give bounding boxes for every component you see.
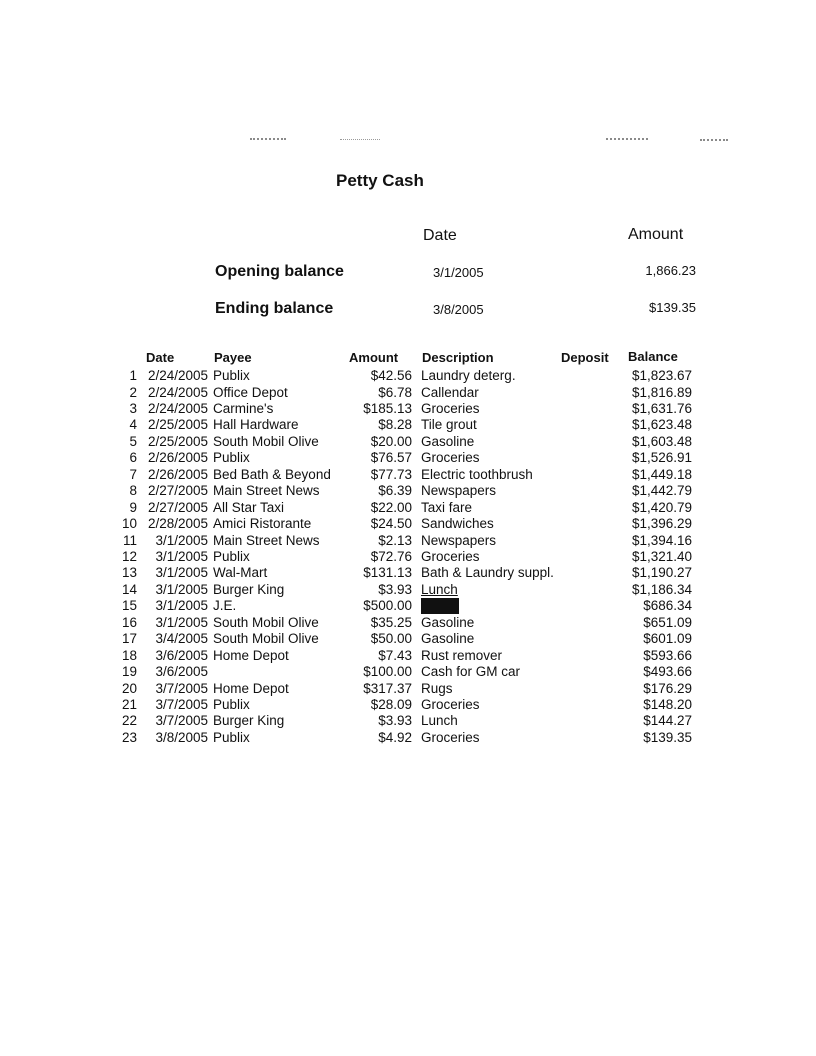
row-payee: Hall Hardware: [213, 417, 299, 433]
row-description: Newspapers: [421, 483, 497, 499]
row-description: Gasoline: [421, 631, 475, 647]
row-payee: Carmine's: [213, 400, 274, 416]
table-row: [0, 401, 816, 417]
row-payee: Publix: [213, 548, 250, 564]
row-description: Lunch: [421, 581, 458, 597]
table-row: [0, 582, 816, 598]
row-number: 3: [129, 400, 137, 416]
row-number: 22: [121, 713, 137, 729]
table-row: [0, 368, 816, 384]
row-balance: $1,526.91: [631, 450, 692, 466]
row-number: 1: [129, 368, 137, 383]
row-description: Laundry deterg.: [421, 368, 516, 383]
row-balance: $651.09: [643, 614, 692, 630]
row-payee: South Mobil Olive: [213, 614, 319, 630]
table-row: [0, 648, 816, 664]
row-description: Lunch: [421, 713, 458, 729]
row-date: 3/1/2005: [155, 565, 208, 581]
row-number: 5: [129, 433, 137, 449]
row-description: Gasoline: [421, 614, 475, 630]
row-amount: $20.00: [370, 433, 412, 449]
opening-balance-amount: 1,866.23: [645, 263, 696, 278]
page-title: Petty Cash: [336, 171, 424, 190]
scan-artifact: [700, 139, 728, 141]
header-description: Description: [422, 350, 494, 365]
row-balance: $1,420.79: [631, 499, 692, 515]
table-row: [0, 730, 816, 746]
row-date: 3/1/2005: [155, 532, 208, 548]
row-amount: $3.93: [378, 713, 412, 729]
row-amount: $100.00: [363, 664, 412, 680]
row-balance: $176.29: [643, 680, 692, 696]
row-number: 21: [121, 697, 137, 712]
row-number: 23: [121, 729, 137, 745]
row-date: 3/7/2005: [155, 713, 208, 729]
row-date: 3/6/2005: [155, 647, 208, 663]
row-amount: $6.39: [378, 483, 412, 499]
row-date: 3/6/2005: [155, 664, 208, 680]
row-number: 20: [121, 680, 137, 696]
row-description: Bath & Laundry suppl.: [421, 565, 554, 581]
row-number: 14: [121, 581, 137, 597]
row-date: 2/25/2005: [147, 433, 208, 449]
row-payee: Publix: [213, 368, 250, 383]
ending-balance-date: 3/8/2005: [433, 302, 484, 317]
row-payee: South Mobil Olive: [213, 433, 319, 449]
row-balance: $1,396.29: [631, 516, 692, 531]
row-amount: $500.00: [363, 598, 412, 614]
row-payee: South Mobil Olive: [213, 631, 319, 647]
row-number: 6: [129, 450, 137, 466]
row-amount: $185.13: [363, 400, 412, 416]
scan-artifact: [606, 138, 648, 140]
row-date: 2/26/2005: [147, 450, 208, 466]
row-description: Electric toothbrush: [421, 466, 533, 482]
table-row: [0, 467, 816, 483]
row-amount: $76.57: [370, 450, 412, 466]
row-payee: Main Street News: [213, 483, 320, 499]
row-balance: $1,816.89: [631, 384, 692, 400]
row-number: 16: [121, 614, 137, 630]
row-description: Callendar: [421, 384, 479, 400]
row-date: 3/7/2005: [155, 697, 208, 712]
row-amount: $7.43: [378, 647, 412, 663]
row-balance: $1,442.79: [631, 483, 692, 499]
row-balance: $1,823.67: [631, 368, 692, 383]
table-row: [0, 681, 816, 697]
table-row: [0, 385, 816, 401]
row-description: Tile grout: [421, 417, 477, 433]
row-balance: $139.35: [643, 729, 692, 745]
row-balance: $593.66: [643, 647, 692, 663]
scan-artifact: [340, 139, 380, 140]
row-amount: $6.78: [378, 384, 412, 400]
row-payee: Publix: [213, 697, 250, 712]
header-balance: Balance: [628, 349, 678, 364]
row-payee: Burger King: [213, 581, 285, 597]
row-date: 2/27/2005: [147, 499, 208, 515]
row-number: 15: [121, 598, 137, 614]
table-row: [0, 549, 816, 565]
row-amount: $77.73: [370, 466, 412, 482]
row-description: Groceries: [421, 400, 480, 416]
scan-artifact: [250, 138, 286, 140]
row-balance: $601.09: [643, 631, 692, 647]
row-payee: Wal-Mart: [213, 565, 268, 581]
row-number: 19: [121, 664, 137, 680]
row-date: 2/27/2005: [147, 483, 208, 499]
ending-balance-amount: $139.35: [649, 300, 696, 315]
row-date: 2/24/2005: [147, 368, 208, 383]
row-description: Groceries: [421, 697, 480, 712]
row-number: 9: [129, 499, 137, 515]
row-payee: Bed Bath & Beyond: [213, 466, 331, 482]
row-number: 12: [121, 548, 137, 564]
row-balance: $1,623.48: [631, 417, 692, 433]
row-number: 11: [122, 532, 137, 548]
row-description: Rugs: [421, 680, 453, 696]
ending-balance-label: Ending balance: [215, 300, 334, 317]
row-payee: Main Street News: [213, 532, 320, 548]
row-amount: $72.76: [370, 548, 412, 564]
table-row: [0, 483, 816, 499]
table-row: [0, 565, 816, 581]
row-description: Sandwiches: [421, 516, 494, 531]
opening-balance-date: 3/1/2005: [433, 265, 484, 280]
table-row: [0, 598, 816, 614]
row-description: Rust remover: [421, 647, 503, 663]
row-amount: $131.13: [363, 565, 412, 581]
row-amount: $2.13: [378, 532, 412, 548]
header-payee: Payee: [214, 350, 252, 365]
row-amount: $4.92: [378, 729, 412, 745]
row-payee: Burger King: [213, 713, 285, 729]
row-date: 3/8/2005: [155, 729, 208, 745]
row-number: 18: [121, 647, 137, 663]
summary-amount-header: Amount: [628, 226, 684, 243]
row-description: Cash for GM car: [421, 664, 521, 680]
row-description: Groceries: [421, 450, 480, 466]
row-number: 17: [121, 631, 137, 647]
row-balance: $1,186.34: [631, 581, 692, 597]
row-number: 7: [129, 466, 137, 482]
table-row: [0, 615, 816, 631]
row-description: Newspapers: [421, 532, 497, 548]
row-number: 4: [129, 417, 137, 433]
row-date: 2/28/2005: [147, 516, 208, 531]
row-amount: $50.00: [370, 631, 412, 647]
row-balance: $1,321.40: [631, 548, 692, 564]
row-payee: Publix: [213, 450, 250, 466]
table-row: [0, 533, 816, 549]
table-row: [0, 450, 816, 466]
row-amount: $22.00: [370, 499, 412, 515]
summary-date-header: Date: [423, 227, 457, 244]
opening-balance-label: Opening balance: [215, 263, 344, 280]
row-amount: $35.25: [370, 614, 412, 630]
row-payee: Office Depot: [213, 384, 288, 400]
row-number: 2: [129, 384, 137, 400]
row-description: Taxi fare: [421, 499, 473, 515]
row-date: 3/1/2005: [155, 614, 208, 630]
header-amount: Amount: [349, 350, 399, 365]
row-description: [421, 598, 459, 614]
table-row: [0, 631, 816, 647]
row-date: 2/25/2005: [147, 417, 208, 433]
row-number: 13: [121, 565, 137, 581]
row-balance: $1,631.76: [631, 400, 692, 416]
row-amount: $317.37: [363, 680, 412, 696]
row-balance: $148.20: [643, 697, 692, 712]
header-date: Date: [146, 350, 175, 365]
table-row: [0, 664, 816, 680]
row-balance: $144.27: [643, 713, 692, 729]
row-balance: $686.34: [643, 598, 692, 614]
row-date: 3/1/2005: [155, 598, 208, 614]
row-balance: $1,190.27: [631, 565, 692, 581]
row-balance: $493.66: [643, 664, 692, 680]
row-date: 3/7/2005: [155, 680, 208, 696]
row-payee: J.E.: [213, 598, 237, 614]
table-row: [0, 500, 816, 516]
row-number: 10: [121, 516, 137, 531]
row-amount: $8.28: [378, 417, 412, 433]
row-date: 2/24/2005: [147, 384, 208, 400]
row-payee: Publix: [213, 729, 250, 745]
row-balance: $1,394.16: [631, 532, 692, 548]
row-description: Groceries: [421, 729, 480, 745]
row-date: 3/1/2005: [155, 581, 208, 597]
row-description: Groceries: [421, 548, 480, 564]
table-row: [0, 697, 816, 713]
row-amount: $3.93: [378, 581, 412, 597]
row-balance: $1,449.18: [631, 466, 692, 482]
table-row: [0, 434, 816, 450]
header-deposit: Deposit: [561, 350, 609, 365]
row-date: 2/24/2005: [147, 400, 208, 416]
row-payee: Amici Ristorante: [213, 516, 312, 531]
row-amount: $42.56: [370, 368, 412, 383]
row-amount: $28.09: [370, 697, 412, 712]
row-amount: $24.50: [370, 516, 412, 531]
row-date: 2/26/2005: [147, 466, 208, 482]
row-number: 8: [129, 483, 137, 499]
table-row: [0, 417, 816, 433]
row-date: 3/1/2005: [155, 548, 208, 564]
redaction-block: [421, 598, 459, 614]
row-description: Gasoline: [421, 433, 475, 449]
table-row: [0, 516, 816, 532]
row-payee: Home Depot: [213, 647, 289, 663]
row-balance: $1,603.48: [631, 433, 692, 449]
row-date: 3/4/2005: [155, 631, 208, 647]
row-payee: All Star Taxi: [213, 499, 285, 515]
row-payee: Home Depot: [213, 680, 289, 696]
table-row: [0, 713, 816, 729]
